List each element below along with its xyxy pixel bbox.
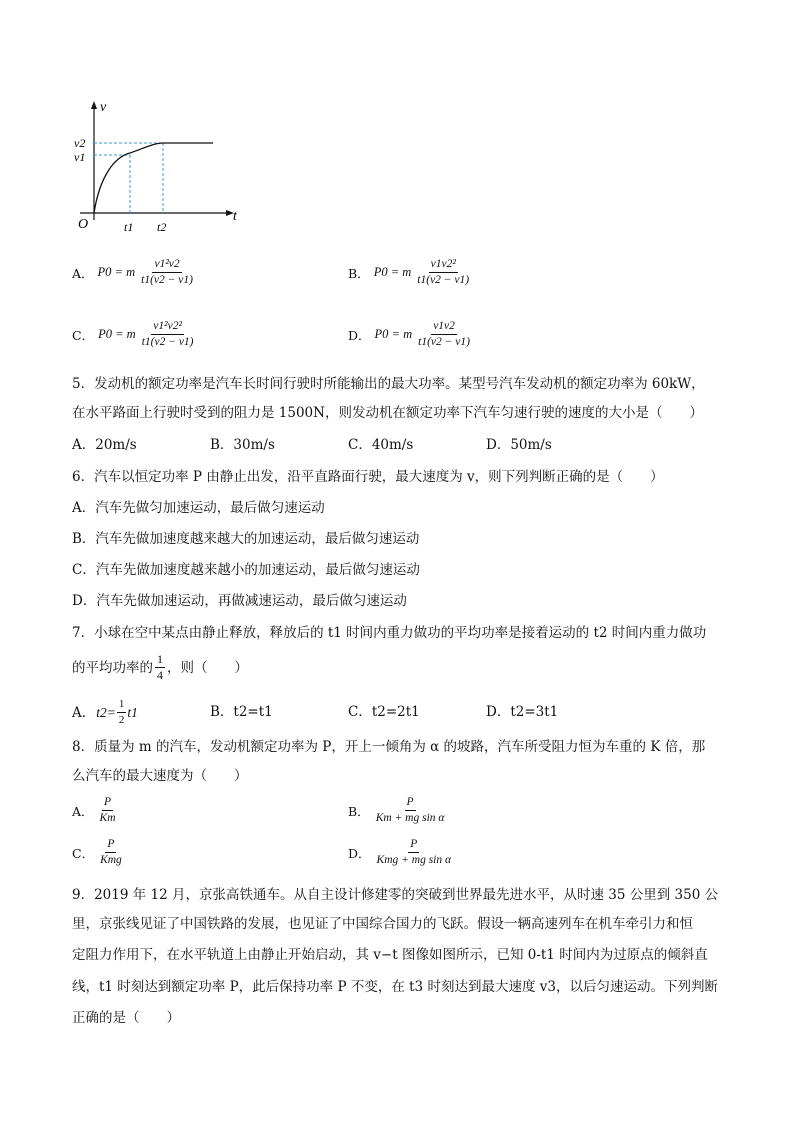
q7-stem-line1: 7．小球在空中某点由静止释放，释放后的 t1 时间内重力做功的平均功率是接着运动的 t2 时间内重力做功 [72,625,707,641]
v-axis-arrow [91,101,97,109]
option-label: B． [348,265,370,281]
q9-stem-line2: 里，京张线见证了中国铁路的发展，也见证了中国综合国力的飞跃。假设一辆高速列车在机车牵引力和恒 [72,916,693,932]
v2-label: v2 [74,136,86,150]
fraction-numerator: v1²v2² [151,320,184,335]
q9-stem-line3: 定阻力作用下，在水平轨道上由静止开始启动，其 v−t 图像如图所示，已知 0-t1 时间内为过原点的倾斜直 [72,947,708,963]
fraction-denominator: Km [99,812,116,824]
formula-fraction [375,838,454,867]
axis-v-label: v [100,100,107,115]
fraction-denominator: 2 [118,714,125,726]
formula-lhs: P0 = m [374,327,413,341]
option-label: C． [72,327,95,343]
q7-option-b[interactable]: B．t2=t1 [210,704,273,720]
fraction-numerator: v1v2 [431,320,457,335]
formula-lhs: P0 = m [97,265,136,279]
option-label: A． [72,704,96,721]
q5-option-c[interactable]: C．40m/s [348,437,414,453]
formula-fraction [139,258,195,287]
fraction-denominator: t1(v2 − v1) [417,274,470,286]
fraction-numerator: P [405,796,416,811]
q6-stem: 6．汽车以恒定功率 P 由静止出发，沿平直路面行驶，最大速度为 v，则下列判断正确的是（ ） [72,469,664,485]
q8-option-c[interactable] [72,838,124,867]
fraction-denominator: 4 [157,668,163,682]
q9-stem-line4: 线，t1 时刻达到额定功率 P，此后保持功率 P 不变，在 t3 时刻达到最大速度 v3，以后匀速运动。下列判断 [72,979,718,995]
fraction-denominator: Kmg + mg sin α [376,854,452,866]
fraction-numerator: P [102,796,113,811]
q6-option-d[interactable]: D．汽车先做加速运动，再做减速运动，最后做匀速运动 [72,593,407,609]
q9-stem-line5: 正确的是（ ） [72,1010,180,1026]
formula-fraction [98,838,124,867]
formula-lhs: P0 = m [373,265,412,279]
q7-option-a[interactable] [72,698,138,727]
q8-stem-line2: 么汽车的最大速度为（ ） [72,768,248,784]
option-label: C． [72,845,95,861]
q6-option-c[interactable]: C．汽车先做加速度越来越小的加速运动，最后做匀速运动 [72,562,420,578]
t2-label: t2 [157,220,167,234]
fraction-denominator: t1(v2 − v1) [141,336,194,348]
origin-label: O [78,217,89,232]
q7-stem-line2 [72,653,248,682]
velocity-curve [94,143,213,213]
q4-option-a[interactable] [72,258,195,287]
option-a-fraction [117,698,127,727]
formula-fraction [415,258,471,287]
q5-option-b[interactable]: B．30m/s [210,437,275,453]
q4-option-b[interactable] [348,258,471,287]
formula-fraction [416,320,472,349]
axis-t-label: t [233,209,237,224]
v1-label: v1 [74,150,86,164]
formula-fraction [98,796,118,825]
q5-stem-line1: 5．发动机的额定功率是汽车长时间行驶时所能输出的最大功率。某型号汽车发动机的额定功率为 60kW， [72,376,705,392]
t1-label: t1 [124,220,134,234]
q7-line2-suffix: ，则（ ） [167,659,248,676]
fraction-numerator: 1 [157,652,163,666]
option-label: B． [348,803,370,819]
option-a-rhs: t1 [127,704,138,720]
option-label: D． [348,845,371,861]
q8-stem-line1: 8．质量为 m 的汽车，发动机额定功率为 P，开上一倾角为 α 的坡路，汽车所受阻力恒为车重的 K 倍，那 [72,739,706,755]
option-label: A． [72,265,94,281]
q8-option-a[interactable] [72,796,118,825]
q7-ratio-fraction [155,653,165,682]
fraction-denominator: t1(v2 − v1) [418,336,470,348]
fraction-numerator: 1 [117,698,127,713]
q7-option-d[interactable]: D．t2=3t1 [486,704,559,720]
formula-lhs: P0 = m [98,327,136,341]
option-a-lhs: t2= [96,704,116,720]
q7-option-c[interactable]: C．t2=2t1 [348,704,420,720]
q4-option-c[interactable] [72,320,196,349]
fraction-denominator: Km + mg sin α [375,812,445,824]
option-label: D． [348,327,371,343]
q8-option-b[interactable] [348,796,446,825]
fraction-numerator: P [105,838,116,853]
option-label: A． [72,803,94,819]
q4-option-d[interactable] [348,320,472,349]
formula-fraction [374,796,447,825]
fraction-numerator: P [408,838,419,853]
fraction-denominator: Kmg [100,854,122,866]
formula-fraction [140,320,196,349]
q8-option-d[interactable] [348,838,453,867]
fraction-denominator: t1(v2 − v1) [141,274,193,286]
q7-line2-prefix: 的平均功率的 [72,659,153,676]
q5-option-d[interactable]: D．50m/s [486,437,552,453]
q9-stem-line1: 9．2019 年 12 月，京张高铁通车。从自主设计修建零的突破到世界最先进水平，从时速 35 公里到 350 公 [72,887,719,903]
vt-graph [70,95,260,240]
q6-option-a[interactable]: A．汽车先做匀加速运动，最后做匀速运动 [72,500,325,516]
q5-stem-line2: 在水平路面上行驶时受到的阻力是 1500N，则发动机在额定功率下汽车匀速行驶的速度的大小是（ ） [72,405,703,421]
fraction-numerator: v1v2² [429,258,458,273]
fraction-numerator: v1²v2 [152,258,181,273]
q5-option-a[interactable]: A．20m/s [72,437,137,453]
q6-option-b[interactable]: B．汽车先做加速度越来越大的加速运动，最后做匀速运动 [72,531,420,547]
